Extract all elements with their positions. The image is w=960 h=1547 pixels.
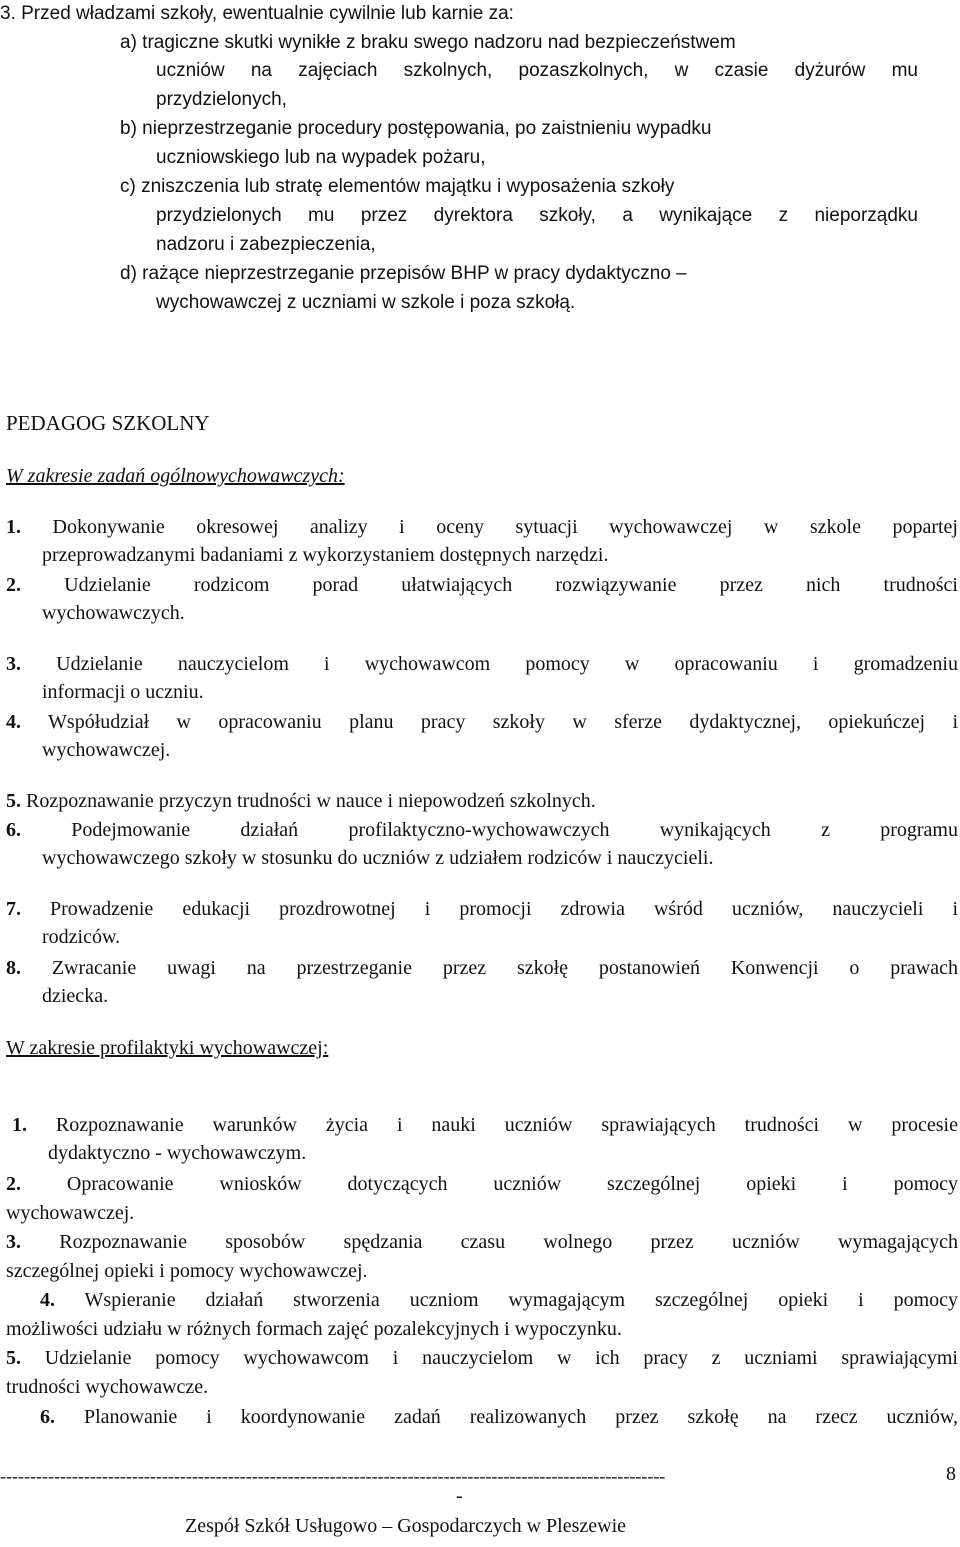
task-number: 2. bbox=[6, 574, 21, 596]
task-text: Prowadzenie edukacji prozdrowotnej i promocji zdrowia wśród uczniów, nauczycieli i bbox=[21, 898, 958, 920]
prevention-task-1-cont: dydaktyczno - wychowawczym. bbox=[48, 1142, 307, 1164]
task-text: Wspieranie działań stworzenia uczniom wymagającym szczególnej opieki i pomocy bbox=[55, 1289, 958, 1311]
task-number: 1. bbox=[12, 1114, 27, 1136]
item-a-line2: uczniów na zajęciach szkolnych, pozaszkolnych, w czasie dyżurów mu bbox=[156, 60, 918, 81]
page-number: 8 bbox=[946, 1463, 956, 1485]
general-task-6 bbox=[6, 818, 958, 842]
item-b-line1: b) nieprzestrzeganie procedury postępowania, po zaistnieniu wypadku bbox=[120, 118, 712, 139]
task-text: Udzielanie rodzicom porad ułatwiających rozwiązywanie przez nich trudności bbox=[21, 574, 958, 596]
footer-rule: --------------------------------------------------------------------------------------------------------------- bbox=[0, 1466, 666, 1486]
task-number: 8. bbox=[6, 957, 21, 979]
prevention-task-2 bbox=[6, 1172, 958, 1196]
general-task-2 bbox=[6, 573, 958, 597]
general-task-4 bbox=[6, 710, 958, 734]
item-a-line3: przydzielonych, bbox=[156, 89, 287, 110]
prevention-task-6 bbox=[40, 1405, 958, 1429]
task-text: Rozpoznawanie sposobów spędzania czasu wolnego przez uczniów wymagających bbox=[21, 1231, 958, 1253]
general-task-5 bbox=[6, 789, 596, 813]
item-c-line2: przydzielonych mu przez dyrektora szkoły, a wynikające z nieporządku bbox=[156, 205, 918, 226]
general-task-1 bbox=[6, 515, 958, 539]
task-text: Planowanie i koordynowanie zadań realizowanych przez szkołę na rzecz uczniów, bbox=[55, 1406, 958, 1428]
general-task-7-cont: rodziców. bbox=[42, 926, 121, 948]
footer-school-name: Zespół Szkół Usługowo – Gospodarczych w Pleszewie bbox=[185, 1515, 627, 1537]
task-text: Dokonywanie okresowej analizy i oceny sytuacji wychowawczej w szkole popartej bbox=[21, 516, 958, 538]
subsection-title-1: W zakresie zadań ogólnowychowawczych: bbox=[6, 465, 345, 487]
item-c-line1: c) zniszczenia lub stratę elementów majątku i wyposażenia szkoły bbox=[120, 176, 675, 197]
task-text: Podejmowanie działań profilaktyczno-wychowawczych wynikających z programu bbox=[21, 819, 958, 841]
prevention-task-4 bbox=[40, 1288, 958, 1312]
task-text: Współudział w opracowaniu planu pracy szkoły w sferze dydaktycznej, opiekuńczej i bbox=[21, 711, 958, 733]
item-a-line1: a) tragiczne skutki wynikłe z braku swego nadzoru nad bezpieczeństwem bbox=[120, 32, 736, 53]
section-3-intro: 3. Przed władzami szkoły, ewentualnie cywilnie lub karnie za: bbox=[0, 3, 514, 24]
task-number: 2. bbox=[6, 1173, 21, 1195]
general-task-8-cont: dziecka. bbox=[42, 985, 109, 1007]
prevention-task-2-cont: wychowawczej. bbox=[6, 1202, 135, 1224]
task-number: 3. bbox=[6, 653, 21, 675]
general-task-2-cont: wychowawczych. bbox=[42, 602, 185, 624]
general-task-1-cont: przeprowadzanymi badaniami z wykorzystaniem dostępnych narzędzi. bbox=[42, 544, 609, 566]
task-number: 7. bbox=[6, 898, 21, 920]
general-task-7 bbox=[6, 897, 958, 921]
footer-dash: - bbox=[456, 1485, 463, 1507]
task-number: 6. bbox=[6, 819, 21, 841]
item-b-line2: uczniowskiego lub na wypadek pożaru, bbox=[156, 147, 486, 168]
prevention-task-1 bbox=[12, 1113, 958, 1137]
general-task-6-cont: wychowawczego szkoły w stosunku do uczniów z udziałem rodziców i nauczycieli. bbox=[42, 847, 714, 869]
item-c-line3: nadzoru i zabezpieczenia, bbox=[156, 234, 376, 255]
subsection-title-2: W zakresie profilaktyki wychowawczej: bbox=[6, 1037, 329, 1059]
prevention-task-3 bbox=[6, 1230, 958, 1254]
task-number: 5. bbox=[6, 1347, 21, 1369]
section-title: PEDAGOG SZKOLNY bbox=[6, 411, 210, 435]
task-number: 6. bbox=[40, 1406, 55, 1428]
item-d-line2: wychowawczej z uczniami w szkole i poza szkołą. bbox=[156, 292, 576, 313]
task-number: 1. bbox=[6, 516, 21, 538]
general-task-3-cont: informacji o uczniu. bbox=[42, 681, 204, 703]
prevention-task-4-cont: możliwości udziału w różnych formach zajęć pozalekcyjnych i wypoczynku. bbox=[6, 1318, 622, 1340]
task-number: 5. bbox=[6, 790, 21, 812]
task-text: Rozpoznawanie przyczyn trudności w nauce i niepowodzeń szkolnych. bbox=[21, 790, 596, 812]
task-number: 4. bbox=[6, 711, 21, 733]
prevention-task-5 bbox=[6, 1346, 958, 1370]
item-d-line1: d) rażące nieprzestrzeganie przepisów BHP w pracy dydaktyczno – bbox=[120, 263, 687, 284]
task-text: Zwracanie uwagi na przestrzeganie przez szkołę postanowień Konwencji o prawach bbox=[21, 957, 958, 979]
general-task-4-cont: wychowawczej. bbox=[42, 739, 171, 761]
task-text: Udzielanie nauczycielom i wychowawcom pomocy w opracowaniu i gromadzeniu bbox=[21, 653, 958, 675]
task-text: Opracowanie wniosków dotyczących uczniów szczególnej opieki i pomocy bbox=[21, 1173, 958, 1195]
task-number: 4. bbox=[40, 1289, 55, 1311]
task-text: Rozpoznawanie warunków życia i nauki uczniów sprawiających trudności w procesie bbox=[27, 1114, 958, 1136]
general-task-8 bbox=[6, 956, 958, 980]
prevention-task-5-cont: trudności wychowawcze. bbox=[6, 1376, 209, 1398]
general-task-3 bbox=[6, 652, 958, 676]
task-text: Udzielanie pomocy wychowawcom i nauczycielom w ich pracy z uczniami sprawiającymi bbox=[21, 1347, 958, 1369]
task-number: 3. bbox=[6, 1231, 21, 1253]
prevention-task-3-cont: szczególnej opieki i pomocy wychowawczej. bbox=[6, 1260, 368, 1282]
